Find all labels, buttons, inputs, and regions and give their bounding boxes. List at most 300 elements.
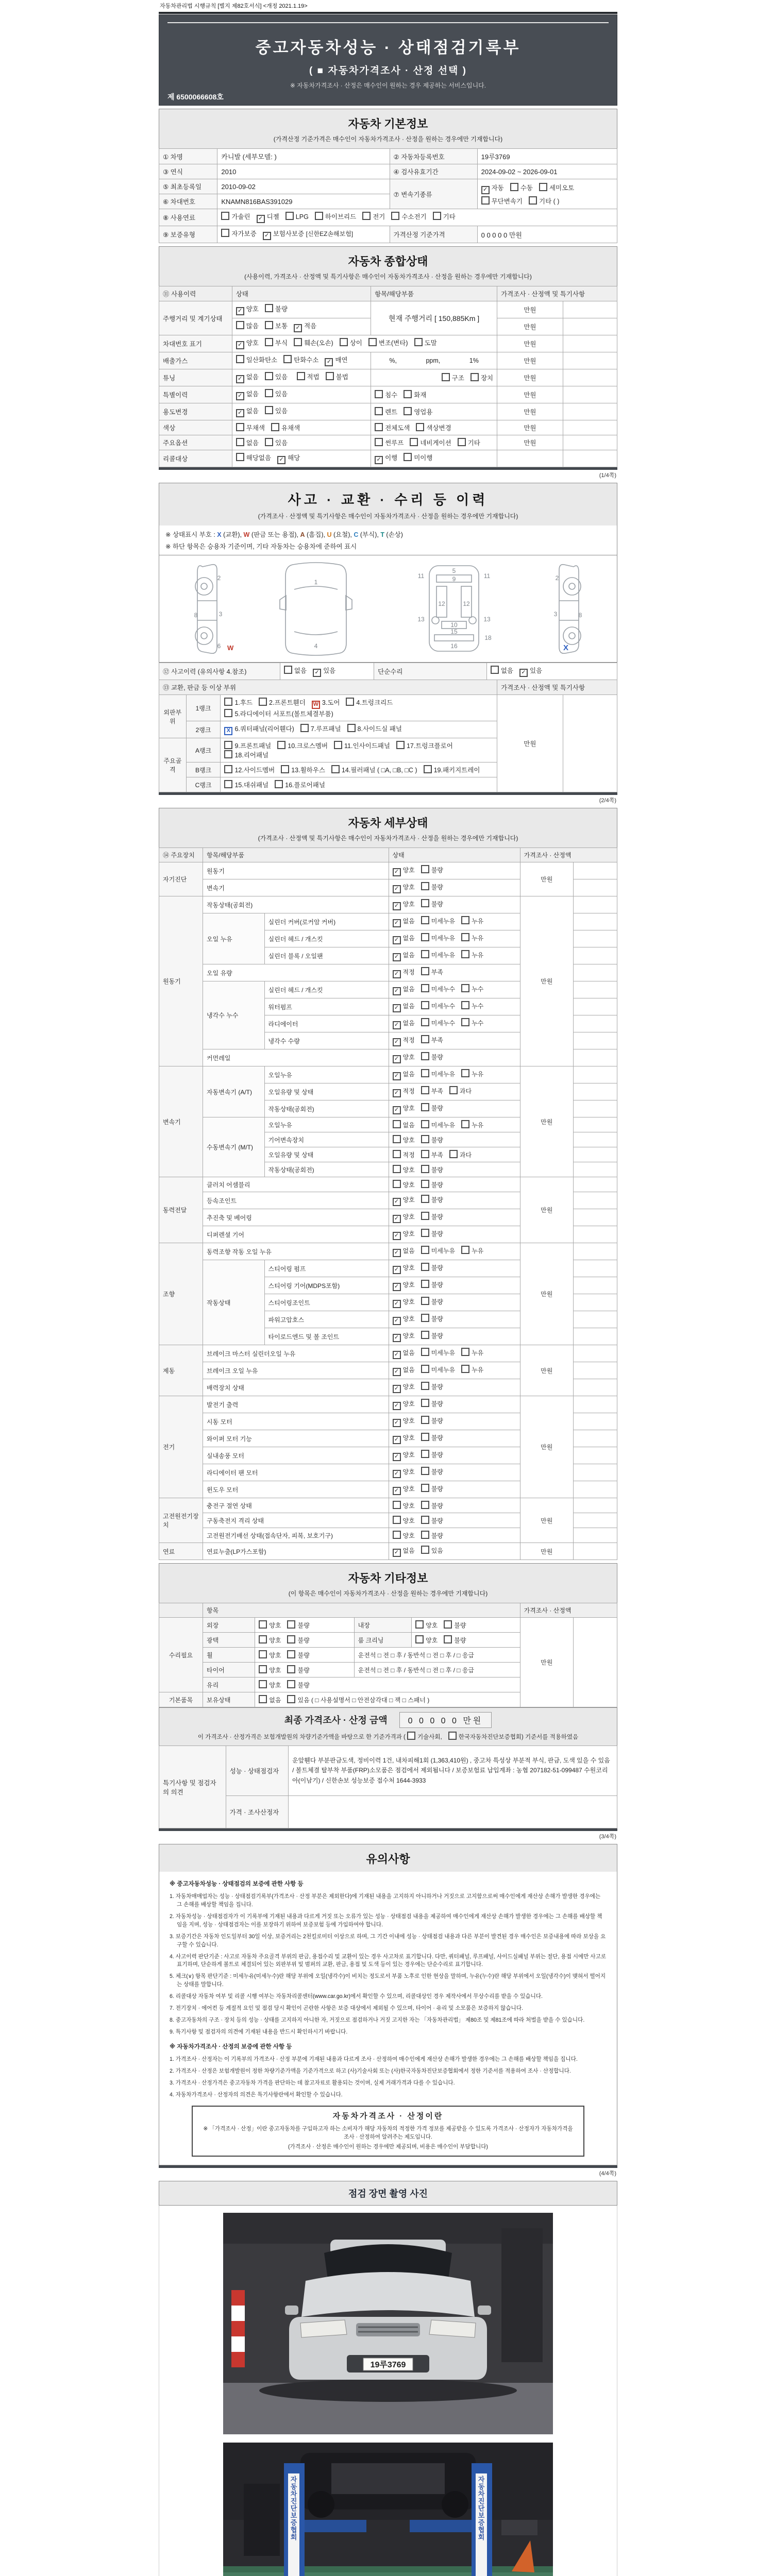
checkbox[interactable] (391, 212, 399, 220)
price-cell: 만원 (520, 1243, 573, 1345)
checkbox[interactable] (375, 407, 383, 415)
checkbox[interactable] (410, 438, 418, 446)
checkbox[interactable] (404, 453, 412, 461)
checkbox[interactable] (287, 1635, 295, 1643)
checkbox[interactable] (421, 865, 429, 873)
checkbox-checked[interactable]: ✓ (263, 232, 271, 240)
미세누수-option: 미세누수 (421, 1001, 455, 1010)
document-number: 제 6500066608호 (167, 93, 224, 101)
state-options (389, 1100, 520, 1117)
checkbox[interactable] (461, 1120, 469, 1128)
checkbox-checked[interactable]: ✓ (393, 1453, 401, 1461)
checkbox-checked[interactable]: ✓ (393, 1368, 401, 1376)
checkbox[interactable] (224, 709, 232, 717)
remark-cell (563, 435, 617, 450)
checkbox[interactable] (407, 1732, 415, 1740)
수소전기-option: 수소전기 (391, 212, 426, 221)
checkbox-checked[interactable]: ✓ (393, 936, 401, 944)
checkbox-checked[interactable]: ✓ (236, 392, 244, 400)
checkbox-checked[interactable]: ✓ (393, 1072, 401, 1080)
header-price: 가격조사 · 산정액 및 특기사항 (497, 680, 617, 695)
checkbox[interactable] (449, 1086, 458, 1094)
checkbox-checked[interactable]: ✓ (393, 1317, 401, 1325)
checkbox[interactable] (259, 1620, 267, 1629)
checkbox[interactable] (421, 1263, 429, 1271)
checkbox[interactable] (224, 765, 232, 773)
양호-option: ✓ 양호 (393, 1331, 415, 1342)
state-options (389, 1132, 520, 1147)
checkbox-checked[interactable]: ✓ (393, 1038, 401, 1046)
legend-mark-U: U (327, 531, 332, 538)
checkbox[interactable] (421, 899, 429, 907)
checkbox[interactable] (284, 666, 292, 674)
checkbox[interactable] (347, 724, 356, 732)
미세누유-option: 미세누유 (421, 1348, 455, 1357)
state-options (389, 1528, 520, 1543)
checkbox[interactable] (285, 212, 294, 220)
value-inspection-period: 2024-09-02 ~ 2026-09-01 (477, 164, 617, 179)
checkbox[interactable] (461, 1365, 469, 1373)
checkbox[interactable] (529, 196, 537, 205)
checkbox[interactable] (421, 1212, 429, 1220)
part-휠하우스: 13.휠하우스 (281, 765, 325, 774)
holding-cell (255, 1692, 520, 1707)
checkbox[interactable] (287, 1665, 295, 1673)
checkbox[interactable] (421, 984, 429, 992)
checkbox-checked[interactable]: ✓ (277, 456, 285, 464)
checkbox[interactable] (224, 750, 232, 758)
양호-option: ✓ 양호 (393, 1467, 415, 1478)
checkbox-checked[interactable]: ✓ (393, 1106, 401, 1114)
checkbox[interactable] (393, 1180, 401, 1188)
rank-parts (221, 695, 497, 721)
checkbox[interactable] (326, 372, 334, 380)
checkbox[interactable] (458, 438, 466, 446)
checkbox-checked[interactable]: ✓ (519, 669, 528, 677)
checkbox-checked[interactable]: ✓ (393, 1198, 401, 1206)
table-row (159, 420, 617, 435)
checkbox[interactable] (421, 1501, 429, 1509)
item-오일 유량: 오일 유량 (203, 964, 389, 981)
checkbox-checked[interactable]: ✓ (393, 1549, 401, 1557)
checkbox-mark-W[interactable]: W (312, 701, 320, 709)
checkbox[interactable] (421, 1365, 429, 1373)
checkbox-checked[interactable]: ✓ (236, 409, 244, 417)
checkbox[interactable] (414, 338, 423, 346)
checkbox[interactable] (481, 196, 490, 205)
checkbox[interactable] (421, 1246, 429, 1254)
checkbox[interactable] (416, 423, 424, 431)
불량-option: 불량 (265, 304, 288, 313)
checkbox-checked[interactable]: ✓ (481, 186, 490, 194)
notice-item: 3. 가격조사 · 산정가격은 중고자동차 가격을 판단하는 데 참고자료로 활용되는 것이며, 실제 거래가격과 다를 수 있습니다. (170, 2079, 455, 2086)
양호-option: ✓ 양호 (393, 1314, 415, 1325)
checkbox[interactable] (421, 967, 429, 975)
checkbox[interactable] (421, 1195, 429, 1203)
checkbox-checked[interactable]: ✓ (236, 307, 244, 315)
checkbox[interactable] (271, 423, 279, 431)
state-options (389, 862, 520, 879)
item-등속조인트: 등속조인트 (203, 1192, 389, 1209)
checkbox[interactable] (265, 338, 273, 346)
checkbox[interactable] (449, 1150, 458, 1158)
notice-item: 2. 자동차성능 · 상태점검자가 이 기록부에 기재된 내용과 다르게 거짓 또는 오류가 있는 성능 · 상태점검 내용을 제공하여 매수인에게 재산상 손해가 발생한 경우에는 그 손해를 배상할 책임을 지며, 성능 · 상태점검자는 이를 보장하기 위하여 보증보험 등에 가입하여야 합니다. (170, 1913, 602, 1928)
checkbox-checked[interactable]: ✓ (393, 987, 401, 995)
checkbox-checked[interactable]: ✓ (393, 1283, 401, 1291)
part-프론트휀더: 2.프론트휀더 (259, 698, 306, 707)
checkbox[interactable] (334, 741, 342, 749)
없음-option: ✓ 없음 (393, 934, 415, 944)
checkbox[interactable] (421, 1516, 429, 1524)
checkbox[interactable] (375, 423, 383, 431)
checkbox[interactable] (221, 229, 229, 237)
디젤-option: ✓ 디젤 (257, 212, 279, 223)
checkbox-checked[interactable]: ✓ (393, 1385, 401, 1393)
table-row (159, 149, 617, 164)
checkbox[interactable] (421, 1135, 429, 1143)
checkbox[interactable] (259, 698, 267, 706)
checkbox-checked[interactable]: ✓ (393, 1419, 401, 1427)
checkbox[interactable] (461, 1246, 469, 1254)
checkbox[interactable] (421, 1433, 429, 1441)
checkbox-checked[interactable]: ✓ (393, 1351, 401, 1359)
checkbox[interactable] (539, 183, 547, 191)
checkbox[interactable] (421, 950, 429, 958)
remark-cell (573, 1100, 617, 1117)
license-plate-text: 19루3769 (370, 2360, 406, 2369)
checkbox-checked[interactable]: ✓ (393, 885, 401, 893)
checkbox[interactable] (265, 406, 273, 414)
wheel-position: 운전석 □ 전 □ 후 / 동반석 □ 전 □ 후 / □ 응급 (354, 1648, 520, 1663)
state-options (389, 1481, 520, 1498)
checkbox[interactable] (421, 1069, 429, 1077)
checkbox[interactable] (236, 355, 244, 363)
price-cell (497, 450, 563, 467)
checkbox[interactable] (461, 984, 469, 992)
checkbox[interactable] (421, 1103, 429, 1111)
없음-option: ✓ 없음 (393, 1546, 415, 1557)
remark-cell (573, 1177, 617, 1192)
checkbox-checked[interactable]: ✓ (393, 1300, 401, 1308)
checkbox-checked[interactable]: ✓ (393, 1215, 401, 1223)
checkbox[interactable] (393, 1531, 401, 1539)
value-car-name: 카니발 (세부모델: ) (217, 149, 390, 164)
checkbox[interactable] (421, 1165, 429, 1173)
없음-option: ✓ 없음 (236, 372, 259, 383)
양호-option: ✓ 양호 (393, 900, 415, 910)
remark-cell (563, 403, 617, 420)
checkbox-checked[interactable]: ✓ (375, 456, 383, 464)
checkbox[interactable] (265, 372, 273, 380)
checkbox[interactable] (265, 389, 273, 397)
state-options (389, 947, 520, 964)
part-도어: W 3.도어 (312, 698, 340, 709)
checkbox-checked[interactable]: ✓ (393, 1436, 401, 1444)
table-row (159, 164, 617, 179)
침수-option: 침수 (375, 390, 397, 399)
checkbox-checked[interactable]: ✓ (257, 215, 265, 223)
state-options (389, 1543, 520, 1560)
label-transmission: ⑦ 변속기종류 (390, 179, 477, 209)
checkbox-mark-X[interactable]: X (224, 727, 232, 735)
checkbox[interactable] (491, 666, 499, 674)
remark-cell (573, 1015, 617, 1032)
없음-option: 없음 (284, 666, 307, 675)
section-note: (가격산정 기준가격은 매수인이 자동차가격조사 · 산정을 원하는 경우에만 기재합니다) (273, 135, 503, 143)
checkbox-checked[interactable]: ✓ (393, 919, 401, 927)
checkbox[interactable] (265, 304, 273, 312)
checkbox[interactable] (415, 1635, 424, 1643)
checkbox-checked[interactable]: ✓ (393, 1249, 401, 1257)
양호-option: 양호 (393, 1516, 415, 1525)
불법-option: 불법 (326, 372, 348, 381)
tuning-exist-options (232, 369, 371, 386)
checkbox[interactable] (424, 765, 432, 773)
checkbox-checked[interactable]: ✓ (393, 953, 401, 961)
tuning-options (236, 374, 288, 381)
checkbox[interactable] (275, 780, 283, 788)
state-options (389, 1083, 520, 1100)
checkbox[interactable] (461, 933, 469, 941)
item-변속기: 변속기 (203, 879, 389, 896)
checkbox[interactable] (421, 1229, 429, 1237)
checkbox[interactable] (294, 338, 302, 346)
checkbox[interactable] (421, 882, 429, 890)
checkbox[interactable] (375, 390, 383, 398)
checkbox[interactable] (375, 438, 383, 446)
세미오토-option: 세미오토 (539, 183, 574, 192)
checkbox-checked[interactable]: ✓ (393, 1021, 401, 1029)
checkbox-checked[interactable]: ✓ (313, 669, 321, 677)
header-item: 항목/해당부품 (203, 848, 389, 862)
checkbox[interactable] (236, 423, 244, 431)
price-cell: 만원 (520, 1345, 573, 1396)
checkbox[interactable] (331, 765, 340, 773)
checkbox[interactable] (421, 916, 429, 924)
checkbox[interactable] (461, 1001, 469, 1009)
price-cell: 만원 (497, 403, 563, 420)
checkbox[interactable] (340, 338, 348, 346)
checkbox-checked[interactable]: ✓ (393, 1004, 401, 1012)
checkbox[interactable] (461, 916, 469, 924)
detail-row (159, 896, 617, 913)
있음-option: 있음 (265, 406, 288, 415)
part-쿼터패널(리어휀다): X 6.쿼터패널(리어휀다) (224, 724, 294, 735)
checkbox[interactable] (287, 1620, 295, 1629)
checkbox[interactable] (421, 1001, 429, 1009)
checkbox[interactable] (415, 1620, 424, 1629)
미세누유-option: 미세누유 (421, 1365, 455, 1374)
checkbox[interactable] (421, 1035, 429, 1043)
remark-cell (573, 1147, 617, 1162)
누유-option: 누유 (461, 1348, 483, 1357)
table-header-row (159, 286, 617, 301)
checkbox[interactable] (259, 1680, 267, 1688)
checkbox[interactable] (421, 1180, 429, 1188)
일산화탄소-option: 일산화탄소 (236, 355, 277, 364)
checkbox[interactable] (448, 1732, 457, 1740)
checkbox[interactable] (277, 741, 285, 749)
remark-cell (573, 1513, 617, 1528)
checkbox[interactable] (421, 1382, 429, 1390)
checkbox[interactable] (421, 1450, 429, 1458)
불량-option: 불량 (287, 1665, 309, 1674)
state-options (389, 1498, 520, 1513)
checkbox-checked[interactable]: ✓ (393, 1232, 401, 1240)
양호-option: ✓ 양호 (393, 866, 415, 876)
checkbox[interactable] (287, 1695, 295, 1703)
checkbox[interactable] (259, 1695, 267, 1703)
적정-option: ✓ 적정 (393, 968, 415, 978)
checkbox-checked[interactable]: ✓ (236, 375, 244, 383)
부족-option: 부족 (421, 1035, 443, 1044)
header-blank (159, 1603, 203, 1618)
checkbox[interactable] (259, 1635, 267, 1643)
구조-option: 구조 (442, 373, 464, 382)
checkbox[interactable] (265, 321, 273, 329)
checkbox-checked[interactable]: ✓ (393, 1470, 401, 1478)
checkbox[interactable] (461, 1348, 469, 1356)
미세누수-option: 미세누수 (421, 1018, 455, 1027)
checkbox[interactable] (421, 1467, 429, 1475)
remark-cell (573, 1117, 617, 1132)
checkbox[interactable] (421, 1280, 429, 1288)
checkbox[interactable] (224, 741, 232, 749)
remark-cell (573, 1328, 617, 1345)
remark-cell (563, 318, 617, 335)
checkbox[interactable] (283, 355, 292, 363)
checkbox[interactable] (442, 373, 450, 381)
checkbox[interactable] (393, 1165, 401, 1173)
checkbox[interactable] (421, 1297, 429, 1305)
checkbox[interactable] (421, 933, 429, 941)
불량-option: 불량 (421, 1052, 443, 1061)
checkbox[interactable] (421, 1331, 429, 1339)
checkbox-checked[interactable]: ✓ (393, 1334, 401, 1342)
checkbox-checked[interactable]: ✓ (325, 358, 333, 366)
checkbox-checked[interactable]: ✓ (294, 324, 302, 332)
checkbox[interactable] (315, 212, 323, 220)
checkbox[interactable] (346, 698, 354, 706)
item-윈도우 모터: 윈도우 모터 (203, 1481, 389, 1498)
checkbox[interactable] (368, 338, 377, 346)
checkbox-checked[interactable]: ✓ (393, 1055, 401, 1063)
checkbox[interactable] (421, 1086, 429, 1094)
checkbox-checked[interactable]: ✓ (393, 902, 401, 910)
checkbox[interactable] (421, 1150, 429, 1158)
state-options (389, 1464, 520, 1481)
양호-option: 양호 (259, 1650, 281, 1659)
checkbox[interactable] (265, 438, 273, 446)
checkbox[interactable] (421, 1531, 429, 1539)
remark-cell (573, 1498, 617, 1513)
checkbox[interactable] (421, 1348, 429, 1356)
rank-label: 2랭크 (186, 721, 221, 738)
checkbox[interactable] (297, 372, 305, 380)
checkbox-checked[interactable]: ✓ (236, 341, 244, 349)
checkbox[interactable] (236, 453, 244, 461)
checkbox[interactable] (393, 1501, 401, 1509)
remark-cell (573, 964, 617, 981)
checkbox-checked[interactable]: ✓ (393, 1089, 401, 1097)
checkbox[interactable] (461, 950, 469, 958)
checkbox[interactable] (393, 1150, 401, 1158)
checkbox[interactable] (421, 1484, 429, 1492)
checkbox[interactable] (433, 212, 441, 220)
checkbox[interactable] (421, 1120, 429, 1128)
checkbox-checked[interactable]: ✓ (393, 1266, 401, 1274)
label-first-reg: ⑤ 최초등록일 (159, 179, 217, 194)
하이브리드-option: 하이브리드 (315, 212, 356, 221)
보험사보증-option: ✓ 보험사보증 (263, 229, 304, 240)
양호-option: 양호 (393, 1180, 415, 1189)
detail-state-table (159, 848, 617, 1560)
remark-cell (573, 1294, 617, 1311)
checkbox-checked[interactable]: ✓ (393, 970, 401, 978)
label-polish: 광택 (203, 1633, 255, 1648)
subgroup-오일 누유: 오일 누유 (203, 913, 264, 964)
checkbox[interactable] (221, 212, 229, 220)
checkbox[interactable] (421, 1416, 429, 1424)
device-전기: 전기 (159, 1396, 203, 1498)
checkbox[interactable] (236, 321, 244, 329)
checkbox[interactable] (404, 407, 412, 415)
remark-cell (563, 335, 617, 352)
checkbox-checked[interactable]: ✓ (393, 1402, 401, 1410)
checkbox[interactable] (404, 390, 412, 398)
checkbox[interactable] (287, 1650, 295, 1658)
section-title: 자동차 종합상태 (348, 255, 428, 268)
checkbox[interactable] (236, 438, 244, 446)
checkbox[interactable] (444, 1620, 452, 1629)
checkbox[interactable] (444, 1635, 452, 1643)
checkbox[interactable] (396, 741, 405, 749)
checkbox[interactable] (224, 698, 232, 706)
checkbox[interactable] (259, 1665, 267, 1673)
checkbox[interactable] (421, 1018, 429, 1026)
없음-option: ✓ 없음 (393, 951, 415, 961)
checkbox-checked[interactable]: ✓ (393, 1487, 401, 1495)
누수-option: 누수 (461, 1001, 483, 1010)
checkbox[interactable] (224, 780, 232, 788)
checkbox[interactable] (393, 1135, 401, 1143)
label-emission: 배출가스 (159, 352, 232, 369)
checkbox[interactable] (393, 1516, 401, 1524)
header-item: 항목 (203, 1603, 520, 1618)
한국자동차진단보증협회)-option: 한국자동차진단보증협회) (448, 1732, 524, 1741)
item-추진축 및 베어링: 추진축 및 베어링 (203, 1209, 389, 1226)
없음-option: 없음 (259, 1695, 281, 1704)
notice-item: 7. 전기장치 · 에어컨 등 계절적 요인 및 점검 당시 확인이 곤란한 사항은 보증 대상에서 제외될 수 있으며, 타이어 · 유리 및 소모품은 보증하지 않습니다. (170, 2005, 523, 2012)
checkbox[interactable] (287, 1680, 295, 1688)
checkbox[interactable] (510, 183, 518, 191)
checkbox[interactable] (421, 1399, 429, 1407)
checkbox[interactable] (393, 1120, 401, 1128)
checkbox[interactable] (421, 1546, 429, 1554)
checkbox[interactable] (259, 1650, 267, 1658)
checkbox[interactable] (421, 1314, 429, 1322)
checkbox-checked[interactable]: ✓ (393, 868, 401, 876)
checkbox[interactable] (300, 724, 309, 732)
label-recall: 리콜대상 (159, 450, 232, 467)
checkbox[interactable] (461, 1069, 469, 1077)
checkbox[interactable] (362, 212, 371, 220)
checkbox[interactable] (461, 1018, 469, 1026)
checkbox[interactable] (470, 373, 479, 381)
svg-text:11: 11 (417, 572, 425, 580)
checkbox[interactable] (281, 765, 289, 773)
checkbox[interactable] (421, 1052, 429, 1060)
